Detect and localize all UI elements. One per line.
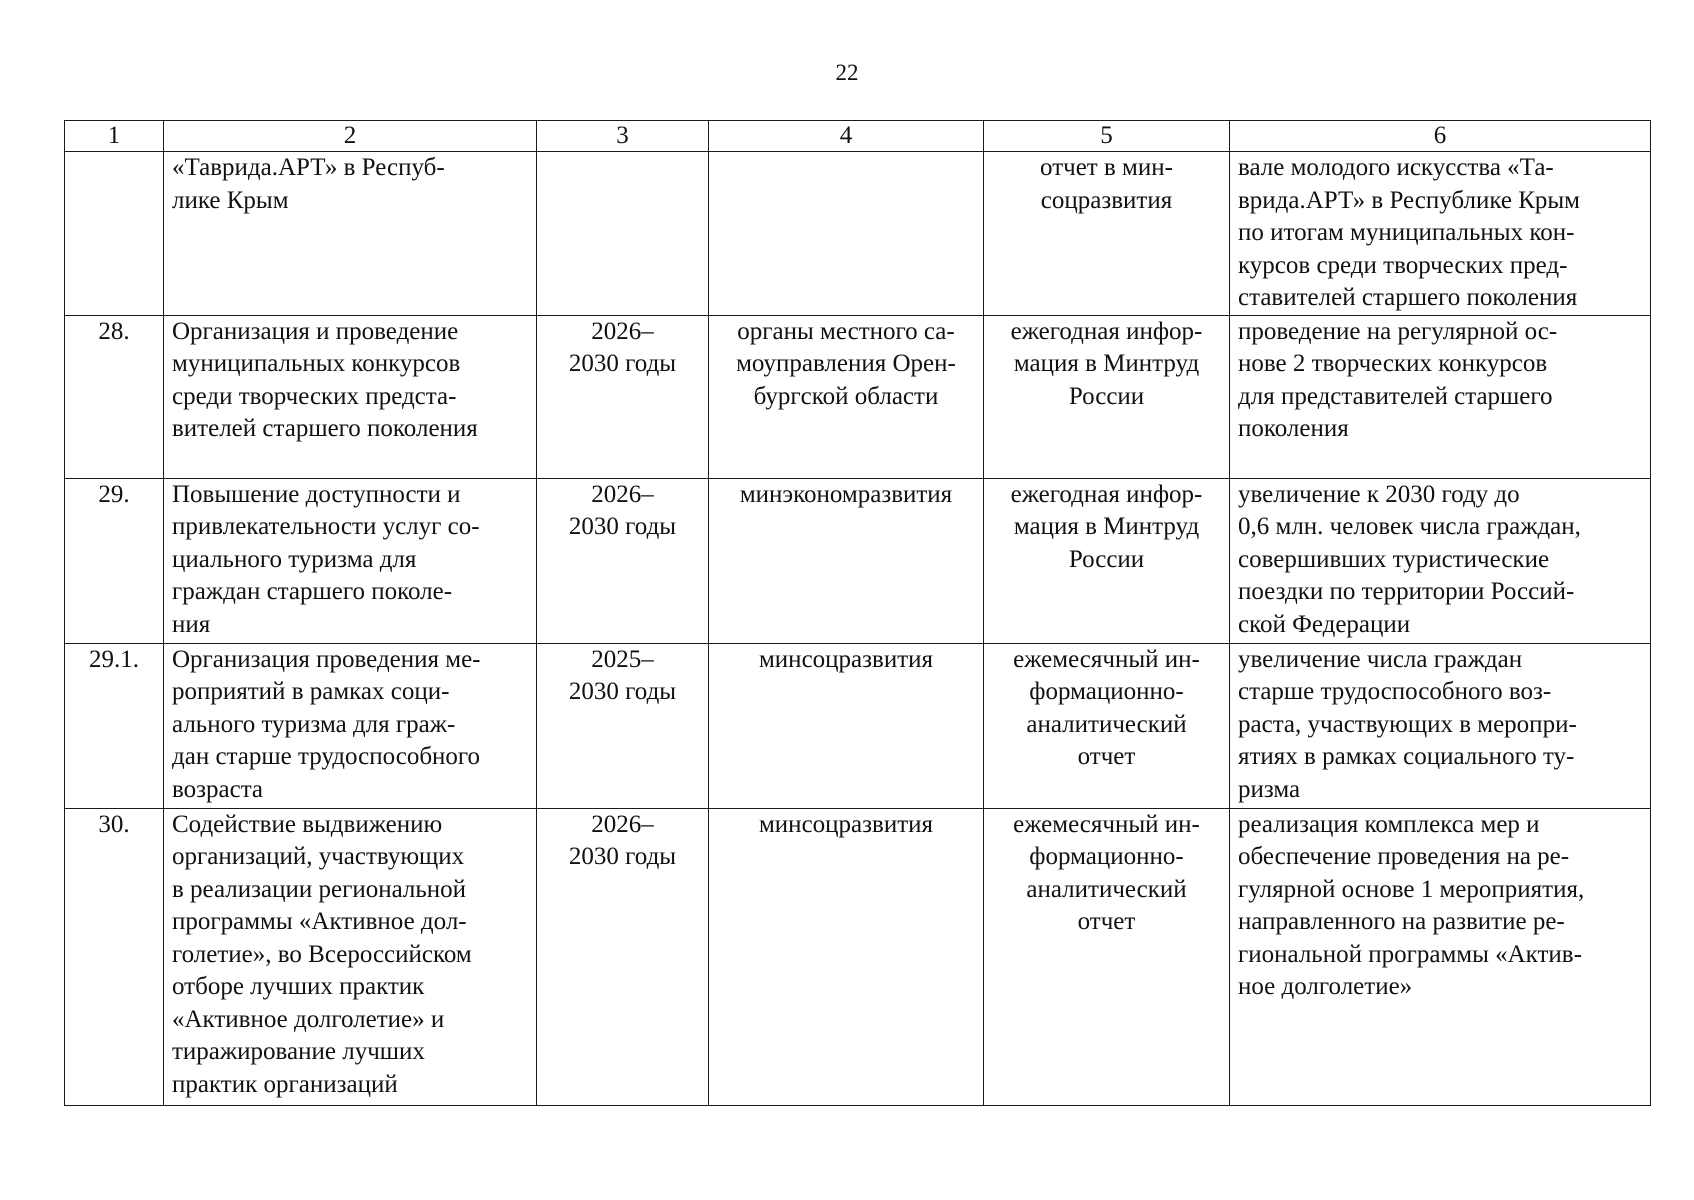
measure-cell: Содействие выдвижению организаций, участвующих в реализации региональной программы «Активное дол- голетие», во Всероссийском отборе лучших практик «Активное долголетие» и тиражирование лучших практик организаций: [164, 808, 537, 1105]
executor-cell: органы местного са- моуправления Орен- бургской области: [709, 315, 984, 478]
row-number-cell: 30.: [65, 808, 164, 1105]
column-header: 5: [984, 121, 1230, 152]
measures-table: [64, 120, 1651, 1106]
result-cell: реализация комплекса мер и обеспечение проведения на ре- гулярной основе 1 мероприятия, направленного на развитие ре- гиональной программы «Актив- ное долголетие»: [1230, 808, 1651, 1105]
column-header: 4: [709, 121, 984, 152]
result-cell: проведение на регулярной ос- нове 2 творческих конкурсов для представителей старшего поколения: [1230, 315, 1651, 478]
executor-cell: минэкономразвития: [709, 478, 984, 643]
result-cell: увеличение числа граждан старше трудоспособного воз- раста, участвующих в меропри- ятиях в рамках социального ту- ризма: [1230, 643, 1651, 808]
table-header-row: [65, 121, 1651, 152]
period-cell: [537, 152, 709, 316]
executor-cell: минсоцразвития: [709, 643, 984, 808]
page-number: 22: [835, 60, 859, 85]
report-cell: ежемесячный ин- формационно- аналитический отчет: [984, 808, 1230, 1105]
executor-cell: [709, 152, 984, 316]
column-header: 6: [1230, 121, 1651, 152]
report-cell: ежегодная инфор- мация в Минтруд России: [984, 478, 1230, 643]
column-header: 1: [65, 121, 164, 152]
period-cell: 2026– 2030 годы: [537, 315, 709, 478]
measure-cell: Организация проведения ме- роприятий в рамках соци- ального туризма для граж- дан старше трудоспособного возраста: [164, 643, 537, 808]
period-cell: 2025– 2030 годы: [537, 643, 709, 808]
period-cell: 2026– 2030 годы: [537, 808, 709, 1105]
result-cell: вале молодого искусства «Та- врида.АРТ» в Республике Крым по итогам муниципальных кон- курсов среди творческих пред- ставителей старшего поколения: [1230, 152, 1651, 316]
report-cell: отчет в мин- соцразвития: [984, 152, 1230, 316]
table-row: [65, 478, 1651, 643]
table-row: [65, 808, 1651, 1105]
measure-cell: «Таврида.АРТ» в Респуб- лике Крым: [164, 152, 537, 316]
row-number-cell: 28.: [65, 315, 164, 478]
result-cell: увеличение к 2030 году до 0,6 млн. человек числа граждан, совершивших туристические поездки по территории Россий- ской Федерации: [1230, 478, 1651, 643]
report-cell: ежегодная инфор- мация в Минтруд России: [984, 315, 1230, 478]
report-cell: ежемесячный ин- формационно- аналитический отчет: [984, 643, 1230, 808]
row-number-cell: 29.: [65, 478, 164, 643]
executor-cell: минсоцразвития: [709, 808, 984, 1105]
measure-cell: Повышение доступности и привлекательности услуг со- циального туризма для граждан старшего поколе- ния: [164, 478, 537, 643]
column-header: 3: [537, 121, 709, 152]
period-cell: 2026– 2030 годы: [537, 478, 709, 643]
column-header: 2: [164, 121, 537, 152]
row-number-cell: [65, 152, 164, 316]
table-row: [65, 643, 1651, 808]
table-row: [65, 152, 1651, 316]
measure-cell: Организация и проведение муниципальных конкурсов среди творческих предста- вителей старшего поколения: [164, 315, 537, 478]
table-row: [65, 315, 1651, 478]
row-number-cell: 29.1.: [65, 643, 164, 808]
